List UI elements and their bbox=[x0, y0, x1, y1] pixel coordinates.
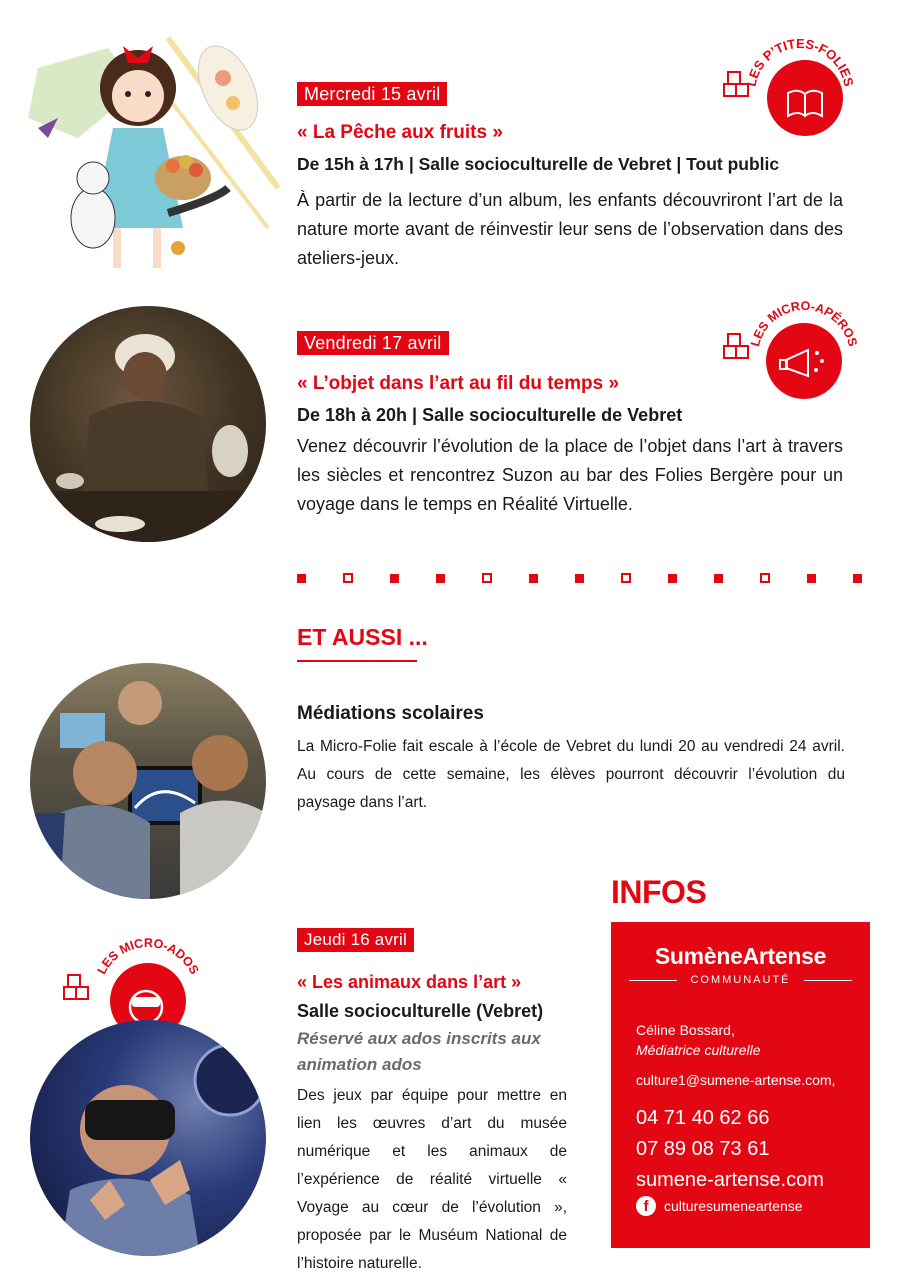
badge-micro-aperos bbox=[720, 298, 870, 403]
painting-woman-circle bbox=[30, 306, 266, 542]
event1-description: À partir de la lecture d’un album, les enfants découvriront l’art de la nature morte avant de réinvestir leur sens de l’observation dans des ateliers-jeux. bbox=[297, 190, 843, 268]
dot-separator bbox=[297, 572, 862, 584]
dot-outline bbox=[760, 573, 770, 583]
contact-email[interactable]: culture1@sumene-artense.com, bbox=[636, 1072, 836, 1088]
dot-outline bbox=[482, 573, 492, 583]
facebook-handle[interactable]: culturesumeneartense bbox=[664, 1198, 803, 1214]
dot-filled bbox=[807, 574, 816, 583]
contact-phone-2[interactable]: 07 89 08 73 61 bbox=[636, 1138, 770, 1160]
event3-date: Jeudi 16 avril bbox=[297, 928, 414, 952]
facebook-icon: f bbox=[636, 1196, 656, 1216]
event3-note: Réservé aux ados inscrits aux animation ados bbox=[297, 1029, 541, 1074]
logo-sumene-artense: SumèneArtense bbox=[654, 943, 827, 969]
dot-outline bbox=[621, 573, 631, 583]
event1-date: Mercredi 15 avril bbox=[297, 82, 447, 106]
contact-role: Médiatrice culturelle bbox=[636, 1042, 761, 1058]
badge-ptites-folies-label: LES P’TITES-FOLIES bbox=[743, 38, 857, 88]
et-aussi-heading: ET AUSSI ... bbox=[297, 624, 428, 650]
dot-outline bbox=[343, 573, 353, 583]
event1-subtitle: De 15h à 17h | Salle socioculturelle de Vebret | Tout public bbox=[297, 154, 780, 174]
badge-micro-ados-label: LES MICRO-ADOS bbox=[94, 935, 202, 977]
event1-title: « La Pêche aux fruits » bbox=[297, 122, 503, 143]
dot-filled bbox=[436, 574, 445, 583]
event2-subtitle: De 18h à 20h | Salle socioculturelle de Vebret bbox=[297, 405, 683, 425]
dot-filled bbox=[297, 574, 306, 583]
logo-line-right bbox=[804, 980, 852, 981]
dot-filled bbox=[390, 574, 399, 583]
aussi-title: Médiations scolaires bbox=[297, 703, 484, 724]
badge-ptites-folies bbox=[720, 38, 865, 140]
aussi-description: La Micro-Folie fait escale à l’école de Vebret du lundi 20 au vendredi 24 avril. Au cours de cette semaine, les élèves pourront découvrir l’évolution du paysage dans l’art. bbox=[297, 738, 845, 811]
photo-children-tablets bbox=[30, 663, 266, 899]
infos-heading: INFOS bbox=[611, 874, 707, 910]
event2-title: « L’objet dans l’art au fil du temps » bbox=[297, 373, 620, 394]
contact-name: Céline Bossard, bbox=[636, 1022, 735, 1038]
event3-subtitle: Salle socioculturelle (Vebret) bbox=[297, 1001, 544, 1021]
event3-title: « Les animaux dans l’art » bbox=[297, 972, 522, 992]
photo-vr-child bbox=[30, 1020, 266, 1256]
et-aussi-underline bbox=[297, 660, 417, 662]
event2-date: Vendredi 17 avril bbox=[297, 331, 449, 355]
dot-filled bbox=[853, 574, 862, 583]
contact-phone-1[interactable]: 04 71 40 62 66 bbox=[636, 1107, 770, 1129]
logo-communaute: COMMUNAUTÉ bbox=[690, 974, 791, 986]
dot-filled bbox=[529, 574, 538, 583]
contact-website[interactable]: sumene-artense.com bbox=[636, 1169, 824, 1191]
badge-micro-aperos-label: LES MICRO-APÉROS bbox=[748, 298, 860, 348]
dot-filled bbox=[668, 574, 677, 583]
event3-description: Des jeux par équipe pour mettre en lien les œuvres d’art du musée numérique et les animaux de l’expérience de réalité virtuelle « Voyage au cœur de l’évolution », proposée par le Muséum National de l’histoire naturelle. bbox=[297, 1087, 567, 1272]
infos-box bbox=[611, 922, 870, 1248]
dot-filled bbox=[575, 574, 584, 583]
dot-filled bbox=[714, 574, 723, 583]
illustration-girl-fruits bbox=[18, 28, 280, 290]
event2-description: Venez découvrir l’évolution de la place de l’objet dans l’art à travers les siècles et rencontrez Suzon au bar des Folies Bergère pour un voyage dans le temps en Réalité Virtuelle. bbox=[297, 436, 843, 514]
